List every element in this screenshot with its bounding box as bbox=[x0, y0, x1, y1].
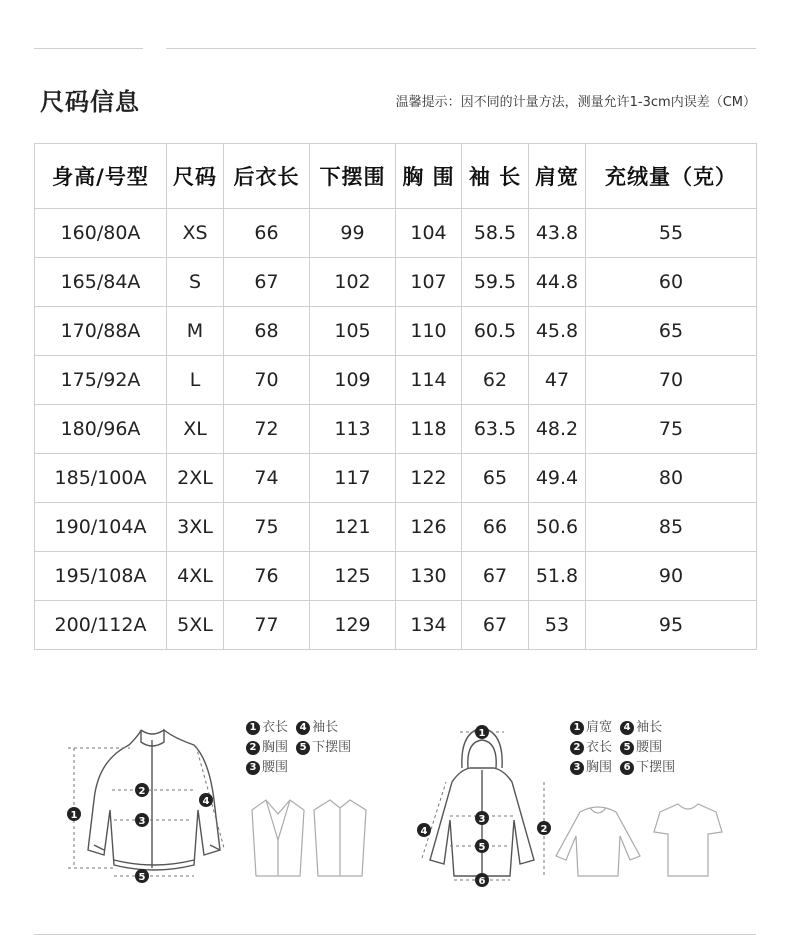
hoodie-marker-1 bbox=[475, 725, 489, 739]
table-header-row bbox=[35, 144, 757, 209]
legend-item bbox=[296, 718, 338, 738]
legend-number-badge: 4 bbox=[296, 721, 310, 735]
table-cell: 5XL bbox=[167, 601, 224, 650]
table-row bbox=[35, 552, 757, 601]
table-cell: 125 bbox=[310, 552, 396, 601]
column-header: 后衣长 bbox=[224, 144, 310, 209]
table-cell: 62 bbox=[462, 356, 529, 405]
legend-label: 胸围 bbox=[586, 760, 613, 775]
jacket-marker-5 bbox=[135, 869, 149, 883]
table-cell: 80 bbox=[586, 454, 757, 503]
table-cell: 85 bbox=[586, 503, 757, 552]
legend-item bbox=[620, 718, 662, 738]
table-cell: 129 bbox=[310, 601, 396, 650]
svg-text:4: 4 bbox=[420, 826, 428, 837]
jacket-marker-2 bbox=[135, 783, 149, 797]
table-cell: 118 bbox=[396, 405, 462, 454]
legend-item bbox=[246, 718, 288, 738]
legend-item bbox=[246, 758, 288, 778]
table-cell: 175/92A bbox=[35, 356, 167, 405]
legend-label: 袖长 bbox=[312, 720, 339, 735]
legend-label: 肩宽 bbox=[586, 720, 613, 735]
hoodie-marker-6 bbox=[475, 873, 489, 887]
table-cell: 67 bbox=[224, 258, 310, 307]
table-cell: 65 bbox=[586, 307, 757, 356]
column-header: 身高/号型 bbox=[35, 144, 167, 209]
table-cell: 190/104A bbox=[35, 503, 167, 552]
jacket-legend bbox=[246, 718, 376, 778]
column-header: 尺码 bbox=[167, 144, 224, 209]
table-cell: XS bbox=[167, 209, 224, 258]
table-cell: 134 bbox=[396, 601, 462, 650]
table-cell: 126 bbox=[396, 503, 462, 552]
svg-text:3: 3 bbox=[478, 814, 486, 825]
legend-label: 下摆围 bbox=[636, 760, 676, 775]
tshirt-sketch-icon bbox=[654, 804, 722, 876]
table-cell: 59.5 bbox=[462, 258, 529, 307]
legend-number-badge: 3 bbox=[246, 761, 260, 775]
legend-label: 腰围 bbox=[636, 740, 663, 755]
table-row bbox=[35, 356, 757, 405]
table-cell: 60.5 bbox=[462, 307, 529, 356]
table-cell: 113 bbox=[310, 405, 396, 454]
legend-number-badge: 2 bbox=[570, 741, 584, 755]
table-cell: 160/80A bbox=[35, 209, 167, 258]
table-cell: L bbox=[167, 356, 224, 405]
legend-label: 袖长 bbox=[636, 720, 663, 735]
measurement-note: 温馨提示：因不同的计量方法，测量允许1-3cm内误差（CM） bbox=[395, 95, 756, 110]
legend-number-badge: 3 bbox=[570, 761, 584, 775]
svg-text:1: 1 bbox=[70, 810, 78, 821]
size-table bbox=[34, 143, 757, 650]
legend-item bbox=[570, 758, 612, 778]
table-cell: 76 bbox=[224, 552, 310, 601]
sweater-sketch-icon bbox=[556, 807, 640, 876]
legend-item bbox=[620, 758, 675, 778]
table-cell: 105 bbox=[310, 307, 396, 356]
table-cell: 51.8 bbox=[529, 552, 586, 601]
hoodie-marker-4 bbox=[417, 823, 431, 837]
table-cell: 170/88A bbox=[35, 307, 167, 356]
svg-text:6: 6 bbox=[478, 876, 486, 887]
hoodie-legend bbox=[570, 718, 750, 778]
table-cell: 165/84A bbox=[35, 258, 167, 307]
table-cell: 77 bbox=[224, 601, 310, 650]
table-cell: 107 bbox=[396, 258, 462, 307]
table-cell: 4XL bbox=[167, 552, 224, 601]
table-cell: 95 bbox=[586, 601, 757, 650]
svg-text:5: 5 bbox=[478, 842, 486, 853]
table-cell: 110 bbox=[396, 307, 462, 356]
svg-text:4: 4 bbox=[202, 796, 210, 807]
table-cell: 45.8 bbox=[529, 307, 586, 356]
table-cell: 47 bbox=[529, 356, 586, 405]
table-cell: 43.8 bbox=[529, 209, 586, 258]
table-cell: 3XL bbox=[167, 503, 224, 552]
jacket-marker-1 bbox=[67, 807, 81, 821]
table-cell: XL bbox=[167, 405, 224, 454]
table-cell: 200/112A bbox=[35, 601, 167, 650]
table-row bbox=[35, 209, 757, 258]
table-cell: 117 bbox=[310, 454, 396, 503]
legend-number-badge: 1 bbox=[246, 721, 260, 735]
hoodie-marker-5 bbox=[475, 839, 489, 853]
table-cell: 121 bbox=[310, 503, 396, 552]
jacket-measurement-diagram bbox=[34, 690, 374, 900]
table-cell: 63.5 bbox=[462, 405, 529, 454]
table-cell: 114 bbox=[396, 356, 462, 405]
jacket-marker-3 bbox=[135, 813, 149, 827]
legend-label: 衣长 bbox=[586, 740, 613, 755]
table-cell: 66 bbox=[462, 503, 529, 552]
top-divider-right bbox=[166, 48, 756, 49]
column-header: 胸 围 bbox=[396, 144, 462, 209]
svg-text:3: 3 bbox=[138, 816, 146, 827]
legend-item bbox=[296, 738, 351, 758]
legend-item bbox=[246, 738, 288, 758]
table-cell: 55 bbox=[586, 209, 757, 258]
table-cell: 180/96A bbox=[35, 405, 167, 454]
table-row bbox=[35, 601, 757, 650]
table-cell: 75 bbox=[586, 405, 757, 454]
table-row bbox=[35, 454, 757, 503]
table-cell: 185/100A bbox=[35, 454, 167, 503]
table-cell: 66 bbox=[224, 209, 310, 258]
svg-text:2: 2 bbox=[540, 824, 548, 835]
table-cell: 75 bbox=[224, 503, 310, 552]
legend-item bbox=[570, 738, 612, 758]
legend-item bbox=[620, 738, 662, 758]
table-cell: 50.6 bbox=[529, 503, 586, 552]
table-cell: 72 bbox=[224, 405, 310, 454]
legend-number-badge: 6 bbox=[620, 761, 634, 775]
table-cell: 44.8 bbox=[529, 258, 586, 307]
table-cell: 67 bbox=[462, 552, 529, 601]
table-cell: 74 bbox=[224, 454, 310, 503]
table-cell: 48.2 bbox=[529, 405, 586, 454]
table-row bbox=[35, 405, 757, 454]
table-row bbox=[35, 258, 757, 307]
svg-text:1: 1 bbox=[478, 728, 486, 739]
table-cell: 58.5 bbox=[462, 209, 529, 258]
table-cell: 68 bbox=[224, 307, 310, 356]
legend-label: 衣长 bbox=[262, 720, 289, 735]
table-cell: 104 bbox=[396, 209, 462, 258]
table-cell: M bbox=[167, 307, 224, 356]
table-cell: 130 bbox=[396, 552, 462, 601]
svg-text:5: 5 bbox=[138, 872, 146, 883]
legend-number-badge: 1 bbox=[570, 721, 584, 735]
table-cell: 99 bbox=[310, 209, 396, 258]
table-cell: 102 bbox=[310, 258, 396, 307]
page-title: 尺码信息 bbox=[40, 88, 140, 116]
table-cell: S bbox=[167, 258, 224, 307]
legend-number-badge: 2 bbox=[246, 741, 260, 755]
table-cell: 70 bbox=[586, 356, 757, 405]
table-row bbox=[35, 307, 757, 356]
svg-text:2: 2 bbox=[138, 786, 146, 797]
table-cell: 109 bbox=[310, 356, 396, 405]
top-divider-left bbox=[34, 48, 143, 49]
table-cell: 70 bbox=[224, 356, 310, 405]
column-header: 下摆围 bbox=[310, 144, 396, 209]
legend-number-badge: 4 bbox=[620, 721, 634, 735]
table-cell: 60 bbox=[586, 258, 757, 307]
column-header: 肩宽 bbox=[529, 144, 586, 209]
table-cell: 2XL bbox=[167, 454, 224, 503]
legend-label: 下摆围 bbox=[312, 740, 352, 755]
legend-number-badge: 5 bbox=[296, 741, 310, 755]
table-cell: 122 bbox=[396, 454, 462, 503]
hoodie-measurement-diagram bbox=[404, 690, 756, 900]
blazer-sketch-icon bbox=[252, 800, 304, 876]
hoodie-marker-3 bbox=[475, 811, 489, 825]
legend-number-badge: 5 bbox=[620, 741, 634, 755]
legend-label: 胸围 bbox=[262, 740, 289, 755]
legend-label: 腰围 bbox=[262, 760, 289, 775]
column-header: 袖 长 bbox=[462, 144, 529, 209]
table-cell: 67 bbox=[462, 601, 529, 650]
table-row bbox=[35, 503, 757, 552]
table-cell: 53 bbox=[529, 601, 586, 650]
table-cell: 49.4 bbox=[529, 454, 586, 503]
column-header: 充绒量（克） bbox=[586, 144, 757, 209]
table-cell: 90 bbox=[586, 552, 757, 601]
hoodie-marker-2 bbox=[537, 821, 551, 835]
table-cell: 65 bbox=[462, 454, 529, 503]
table-cell: 195/108A bbox=[35, 552, 167, 601]
jacket-marker-4 bbox=[199, 793, 213, 807]
shirt-sketch-icon bbox=[314, 800, 366, 876]
legend-item bbox=[570, 718, 612, 738]
